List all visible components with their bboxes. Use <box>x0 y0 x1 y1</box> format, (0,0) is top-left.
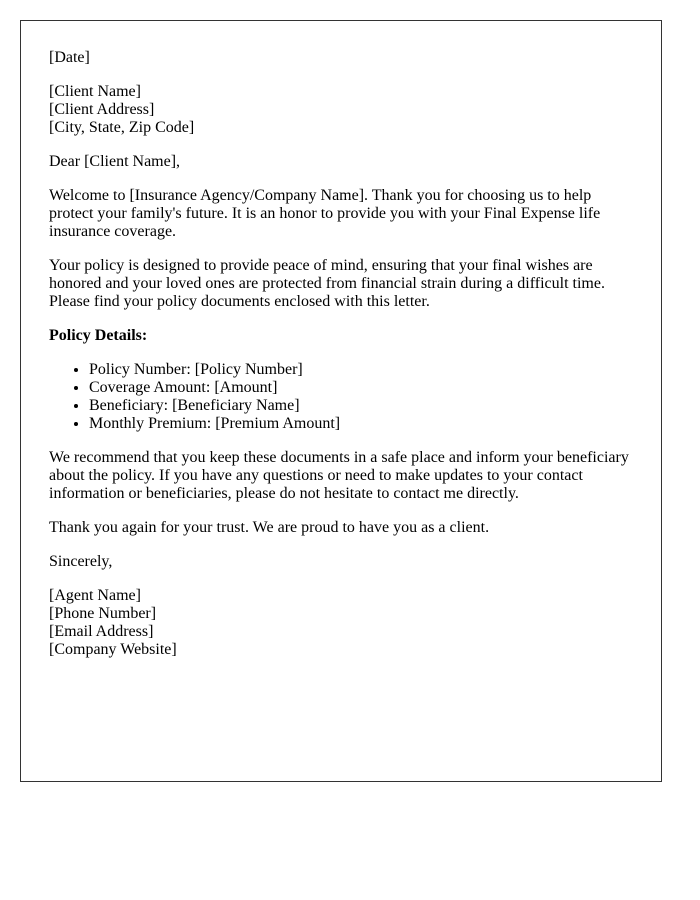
policy-list <box>49 361 633 433</box>
salutation: Dear [Client Name], <box>49 153 181 170</box>
phone-number: [Phone Number] <box>49 605 157 622</box>
welcome-paragraph: Welcome to [Insurance Agency/Company Name]. Thank you for choosing us to help protect your family's future. It is an honor to provide you with your Final Expense life insurance coverage. <box>49 187 601 240</box>
policy-paragraph: Your policy is designed to provide peace of mind, ensuring that your final wishes are honored and your loved ones are protected from financial strain during a difficult time. Please find your policy documents enclosed with this letter. <box>49 257 605 310</box>
agent-name: [Agent Name] <box>49 587 141 604</box>
client-city: [City, State, Zip Code] <box>49 119 195 136</box>
client-address: [Client Address] <box>49 101 155 118</box>
policy-heading-text: Policy Details: <box>49 327 148 344</box>
letter <box>20 20 662 782</box>
signoff: Sincerely, <box>49 553 113 570</box>
recommendation-paragraph: We recommend that you keep these documents in a safe place and inform your beneficiary about the policy. If you have any questions or need to make updates to your contact information or beneficiaries, please do not hesitate to contact me directly. <box>49 449 629 502</box>
coverage-amount: • Coverage Amount: [Amount] <box>89 379 633 397</box>
policy-heading <box>49 327 633 345</box>
thanks-paragraph: Thank you again for your trust. We are proud to have you as a client. <box>49 519 490 536</box>
recipient-address <box>49 83 633 137</box>
email-address: [Email Address] <box>49 623 154 640</box>
policy-number: • Policy Number: [Policy Number] <box>89 361 633 379</box>
monthly-premium: • Monthly Premium: [Premium Amount] <box>89 415 633 433</box>
date: [Date] <box>49 49 90 66</box>
beneficiary: • Beneficiary: [Beneficiary Name] <box>89 397 633 415</box>
client-name: [Client Name] <box>49 83 141 100</box>
signature-block <box>49 587 633 659</box>
company-website: [Company Website] <box>49 641 177 658</box>
